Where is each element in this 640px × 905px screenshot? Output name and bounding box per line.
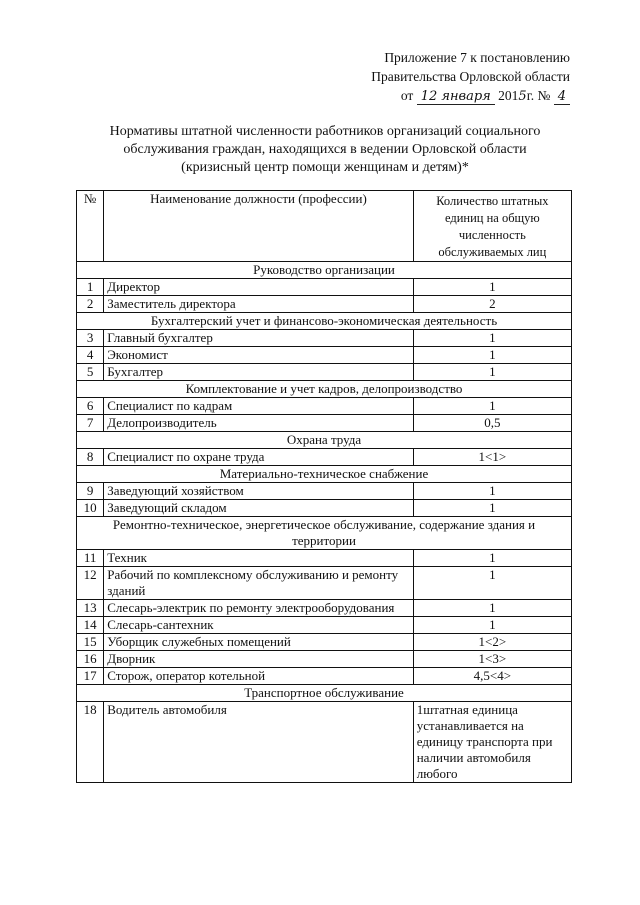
row-number: 13 xyxy=(77,600,104,617)
row-quantity: 2 xyxy=(413,296,571,313)
table-row xyxy=(77,415,572,432)
title-line-2: обслуживания граждан, находящихся в ведении Орловской области xyxy=(123,142,527,157)
table-row xyxy=(77,330,572,347)
row-number: 11 xyxy=(77,550,104,567)
handwritten-date: 12 января xyxy=(417,89,495,105)
row-position-name: Директор xyxy=(104,279,414,296)
row-position-name: Главный бухгалтер xyxy=(104,330,414,347)
row-position-name: Техник xyxy=(104,550,414,567)
table-row xyxy=(77,483,572,500)
appendix-block xyxy=(330,48,570,106)
row-quantity: 1 xyxy=(413,364,571,381)
row-position-name: Слесарь-электрик по ремонту электрооборудования xyxy=(104,600,414,617)
row-quantity: 1 xyxy=(413,600,571,617)
section-row xyxy=(77,685,572,702)
date-prefix: от xyxy=(400,88,414,103)
row-quantity: 1 xyxy=(413,567,571,600)
table-row xyxy=(77,550,572,567)
row-number: 18 xyxy=(77,702,104,783)
row-number: 10 xyxy=(77,500,104,517)
row-number: 8 xyxy=(77,449,104,466)
row-position-name: Сторож, оператор котельной xyxy=(104,668,414,685)
row-quantity: 1<2> xyxy=(413,634,571,651)
header-number: № xyxy=(77,191,104,262)
row-quantity: 1 xyxy=(413,330,571,347)
row-position-name: Специалист по кадрам xyxy=(104,398,414,415)
row-number: 7 xyxy=(77,415,104,432)
document-title xyxy=(60,123,590,177)
table-body xyxy=(77,262,572,783)
row-position-name: Заведующий складом xyxy=(104,500,414,517)
table-row xyxy=(77,500,572,517)
table-row xyxy=(77,279,572,296)
row-number: 6 xyxy=(77,398,104,415)
appendix-date-line xyxy=(330,86,570,106)
table-row xyxy=(77,668,572,685)
row-number: 17 xyxy=(77,668,104,685)
section-row xyxy=(77,432,572,449)
row-quantity: 1штатная единица устанавливается на единицу транспорта при наличии автомобиля любого xyxy=(413,702,571,783)
row-number: 3 xyxy=(77,330,104,347)
row-number: 14 xyxy=(77,617,104,634)
row-position-name: Бухгалтер xyxy=(104,364,414,381)
table-row xyxy=(77,702,572,783)
row-number: 2 xyxy=(77,296,104,313)
header-quantity-text: Количество штатных единиц на общую численность обслуживаемых лиц xyxy=(436,194,549,259)
table-row xyxy=(77,617,572,634)
section-title: Руководство организации xyxy=(77,262,572,279)
header-quantity xyxy=(413,191,571,262)
section-row xyxy=(77,262,572,279)
handwritten-number: 4 xyxy=(554,89,570,105)
title-line-3: (кризисный центр помощи женщинам и детям)* xyxy=(181,160,469,175)
row-quantity: 1 xyxy=(413,279,571,296)
section-row xyxy=(77,466,572,483)
row-quantity: 1 xyxy=(413,617,571,634)
row-number: 12 xyxy=(77,567,104,600)
row-quantity: 1 xyxy=(413,483,571,500)
staffing-norms-table xyxy=(76,190,572,783)
row-position-name: Специалист по охране труда xyxy=(104,449,414,466)
row-quantity: 1 xyxy=(413,500,571,517)
row-position-name: Экономист xyxy=(104,347,414,364)
row-quantity: 1<1> xyxy=(413,449,571,466)
row-position-name: Водитель автомобиля xyxy=(104,702,414,783)
row-position-name: Заместитель директора xyxy=(104,296,414,313)
table-row xyxy=(77,398,572,415)
title-line-1: Нормативы штатной численности работников организаций социального xyxy=(109,124,541,139)
table-row xyxy=(77,600,572,617)
table-row xyxy=(77,296,572,313)
section-row xyxy=(77,313,572,330)
row-number: 1 xyxy=(77,279,104,296)
table-row xyxy=(77,364,572,381)
appendix-line-1: Приложение 7 к постановлению xyxy=(384,50,570,65)
row-quantity: 1 xyxy=(413,550,571,567)
table-row xyxy=(77,567,572,600)
section-row xyxy=(77,381,572,398)
table-row xyxy=(77,347,572,364)
row-number: 15 xyxy=(77,634,104,651)
table-header-row xyxy=(77,191,572,262)
section-row xyxy=(77,517,572,550)
row-quantity: 1<3> xyxy=(413,651,571,668)
row-number: 5 xyxy=(77,364,104,381)
table-row xyxy=(77,651,572,668)
row-quantity: 0,5 xyxy=(413,415,571,432)
row-number: 9 xyxy=(77,483,104,500)
row-position-name: Заведующий хозяйством xyxy=(104,483,414,500)
header-position-name: Наименование должности (профессии) xyxy=(104,191,414,262)
section-title: Транспортное обслуживание xyxy=(77,685,572,702)
row-position-name: Делопроизводитель xyxy=(104,415,414,432)
row-position-name: Рабочий по комплексному обслуживанию и ремонту зданий xyxy=(104,567,414,600)
row-position-name: Слесарь-сантехник xyxy=(104,617,414,634)
appendix-line-2: Правительства Орловской области xyxy=(371,69,570,84)
section-title: Охрана труда xyxy=(77,432,572,449)
row-number: 4 xyxy=(77,347,104,364)
row-position-name: Дворник xyxy=(104,651,414,668)
row-quantity: 1 xyxy=(413,398,571,415)
row-quantity: 4,5<4> xyxy=(413,668,571,685)
row-quantity: 1 xyxy=(413,347,571,364)
row-position-name: Уборщик служебных помещений xyxy=(104,634,414,651)
table-row xyxy=(77,449,572,466)
section-title: Бухгалтерский учет и финансово-экономическая деятельность xyxy=(77,313,572,330)
table-row xyxy=(77,634,572,651)
handwritten-year: 5 xyxy=(518,89,527,104)
year-text: 201 xyxy=(498,88,519,103)
section-title: Ремонтно-техническое, энергетическое обслуживание, содержание здания и территории xyxy=(77,517,572,550)
section-title: Комплектование и учет кадров, делопроизводство xyxy=(77,381,572,398)
row-number: 16 xyxy=(77,651,104,668)
year-suffix: г. № xyxy=(526,88,551,103)
section-title: Материально-техническое снабжение xyxy=(77,466,572,483)
